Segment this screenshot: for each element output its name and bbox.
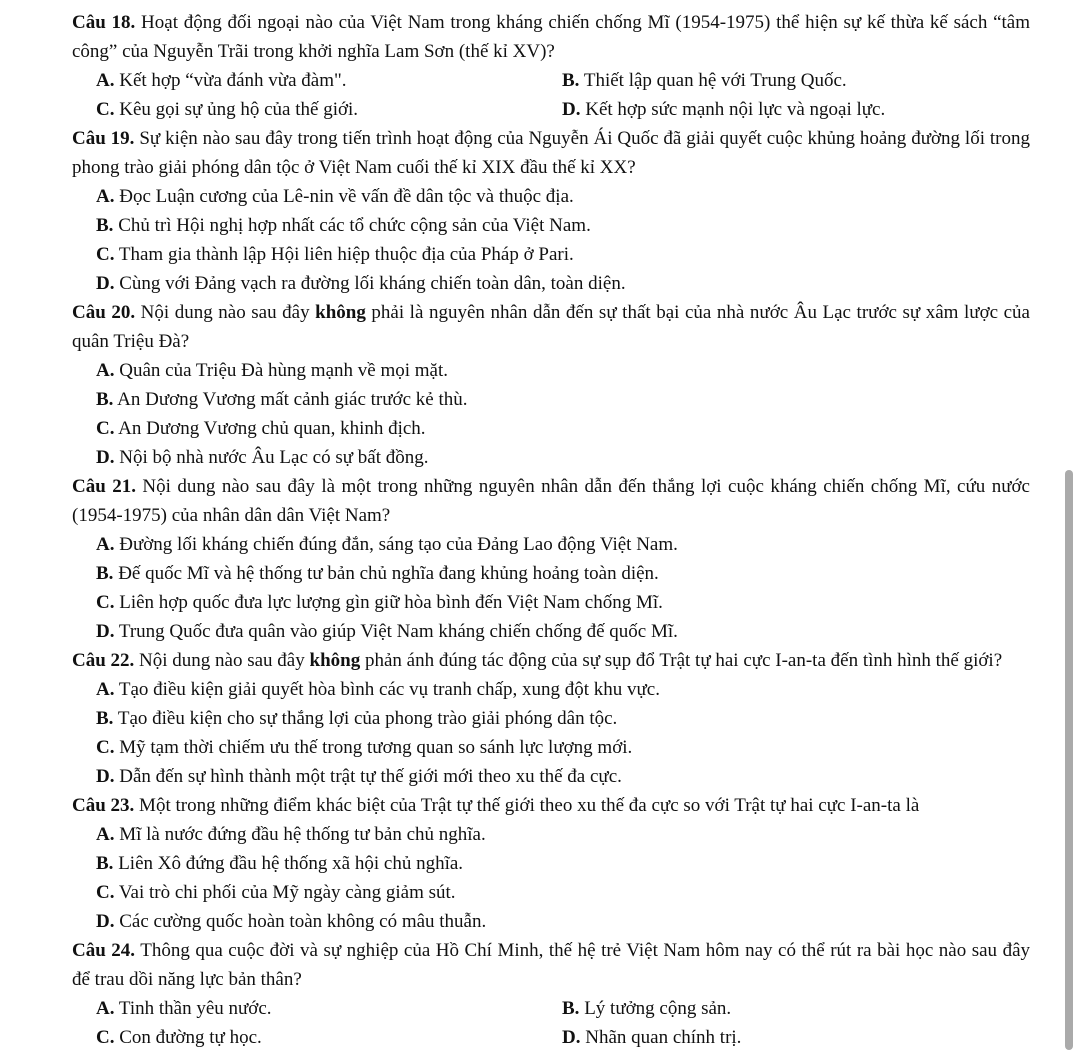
question-text: Nội dung nào sau đây là một trong những nguyên nhân dẫn đến thắng lợi cuộc kháng chiến chống Mĩ, cứu nước (1954-1975) của nhân dân dân Việt Nam?: [72, 476, 1030, 526]
option-list: [72, 675, 1030, 791]
option-list: [72, 356, 1030, 472]
question-stem: Câu 22. Nội dung nào sau đây không phản ánh đúng tác động của sự sụp đổ Trật tự hai cực I-an-ta đến tình hình thế giới?: [72, 650, 1003, 671]
option-c: C. Kêu gọi sự ủng hộ của thế giới.: [96, 99, 359, 120]
option-c: C. An Dương Vương chủ quan, khinh địch.: [96, 418, 426, 439]
option-d: D. Nhãn quan chính trị.: [562, 1027, 742, 1048]
question-number: Câu 20.: [72, 302, 136, 323]
option-a: A. Kết hợp “vừa đánh vừa đàm".: [96, 70, 347, 91]
option-a: A. Quân của Triệu Đà hùng mạnh về mọi mặt.: [96, 360, 448, 381]
option-row: [72, 95, 1030, 124]
option-list: [72, 820, 1030, 936]
option-list: [72, 530, 1030, 646]
option-d: D. Trung Quốc đưa quân vào giúp Việt Nam kháng chiến chống đế quốc Mĩ.: [96, 621, 678, 642]
option-b: B. Chủ trì Hội nghị hợp nhất các tổ chức cộng sản của Việt Nam.: [96, 215, 591, 236]
question-text: Thông qua cuộc đời và sự nghiệp của Hồ Chí Minh, thế hệ trẻ Việt Nam hôm nay có thể rút ra bài học nào sau đây để trau dồi năng lực bản thân?: [72, 940, 1031, 990]
option-c: C. Con đường tự học.: [96, 1027, 262, 1048]
question-number: Câu 24.: [72, 940, 136, 961]
question-24: [72, 936, 1030, 1052]
question-number: Câu 19.: [72, 128, 135, 149]
option-d: D. Nội bộ nhà nước Âu Lạc có sự bất đồng.: [96, 447, 429, 468]
option-d: D. Dẫn đến sự hình thành một trật tự thế giới mới theo xu thế đa cực.: [96, 766, 622, 787]
question-19: [72, 124, 1030, 298]
option-c: C. Liên hợp quốc đưa lực lượng gìn giữ hòa bình đến Việt Nam chống Mĩ.: [96, 592, 663, 613]
option-a: A. Đường lối kháng chiến đúng đắn, sáng tạo của Đảng Lao động Việt Nam.: [96, 534, 678, 555]
option-c: C. Vai trò chi phối của Mỹ ngày càng giảm sút.: [96, 882, 456, 903]
question-stem: Câu 20. Nội dung nào sau đây không phải là nguyên nhân dẫn đến sự thất bại của nhà nước Âu Lạc trước sự xâm lược của quân Triệu Đà?: [72, 302, 1030, 352]
option-row: [72, 1023, 1030, 1052]
option-a: A. Đọc Luận cương của Lê-nin về vấn đề dân tộc và thuộc địa.: [96, 186, 574, 207]
question-stem: [72, 936, 1030, 994]
option-b: B. Lý tưởng cộng sản.: [562, 998, 732, 1019]
question-number: Câu 23.: [72, 795, 135, 816]
option-c: C. Mỹ tạm thời chiếm ưu thế trong tương quan so sánh lực lượng mới.: [96, 737, 633, 758]
option-d: D. Kết hợp sức mạnh nội lực và ngoại lực.: [562, 99, 886, 120]
option-row: [72, 994, 1030, 1023]
question-text: Một trong những điểm khác biệt của Trật tự thế giới theo xu thế đa cực so với Trật tự hai cực I-an-ta là: [134, 795, 920, 816]
question-21: [72, 472, 1030, 646]
question-18: [72, 8, 1030, 124]
question-number: Câu 21.: [72, 476, 136, 497]
question-stem: [72, 124, 1030, 182]
option-b: B. Đế quốc Mĩ và hệ thống tư bản chủ nghĩa đang khủng hoảng toàn diện.: [96, 563, 659, 584]
option-list: [72, 182, 1030, 298]
option-d: D. Cùng với Đảng vạch ra đường lối kháng chiến toàn dân, toàn diện.: [96, 273, 626, 294]
option-c: C. Tham gia thành lập Hội liên hiệp thuộc địa của Pháp ở Pari.: [96, 244, 574, 265]
option-b: B. An Dương Vương mất cảnh giác trước kẻ thù.: [96, 389, 468, 410]
question-text: Sự kiện nào sau đây trong tiến trình hoạt động của Nguyễn Ái Quốc đã giải quyết cuộc khủng hoảng đường lối trong phong trào giải phóng dân tộc ở Việt Nam cuối thế kỉ XIX đầu thế kỉ XX?: [72, 128, 1030, 178]
vertical-scrollbar[interactable]: [1065, 470, 1073, 1050]
question-text: Hoạt động đối ngoại nào của Việt Nam trong kháng chiến chống Mĩ (1954-1975) thể hiện sự kế thừa kế sách “tâm công” của Nguyễn Trãi trong khởi nghĩa Lam Sơn (thế kỉ XV)?: [72, 12, 1030, 62]
option-b: B. Liên Xô đứng đầu hệ thống xã hội chủ nghĩa.: [96, 853, 464, 874]
option-a: A. Tạo điều kiện giải quyết hòa bình các vụ tranh chấp, xung đột khu vực.: [96, 679, 660, 700]
question-list: [72, 8, 1030, 1052]
emphasis-word: không: [315, 302, 366, 323]
question-number: Câu 22.: [72, 650, 135, 671]
question-stem: [72, 472, 1030, 530]
question-stem: [72, 8, 1030, 66]
option-a: A. Mĩ là nước đứng đầu hệ thống tư bản chủ nghĩa.: [96, 824, 486, 845]
option-d: D. Các cường quốc hoàn toàn không có mâu thuẫn.: [96, 911, 487, 932]
option-b: B. Tạo điều kiện cho sự thắng lợi của phong trào giải phóng dân tộc.: [96, 708, 618, 729]
option-row: [72, 66, 1030, 95]
question-23: [72, 791, 1030, 936]
option-b: B. Thiết lập quan hệ với Trung Quốc.: [562, 70, 847, 91]
option-a: A. Tinh thần yêu nước.: [96, 998, 272, 1019]
emphasis-word: không: [309, 650, 361, 671]
question-22: [72, 646, 1030, 791]
question-number: Câu 18.: [72, 12, 136, 33]
question-stem: [72, 791, 1030, 820]
question-20: [72, 298, 1030, 472]
